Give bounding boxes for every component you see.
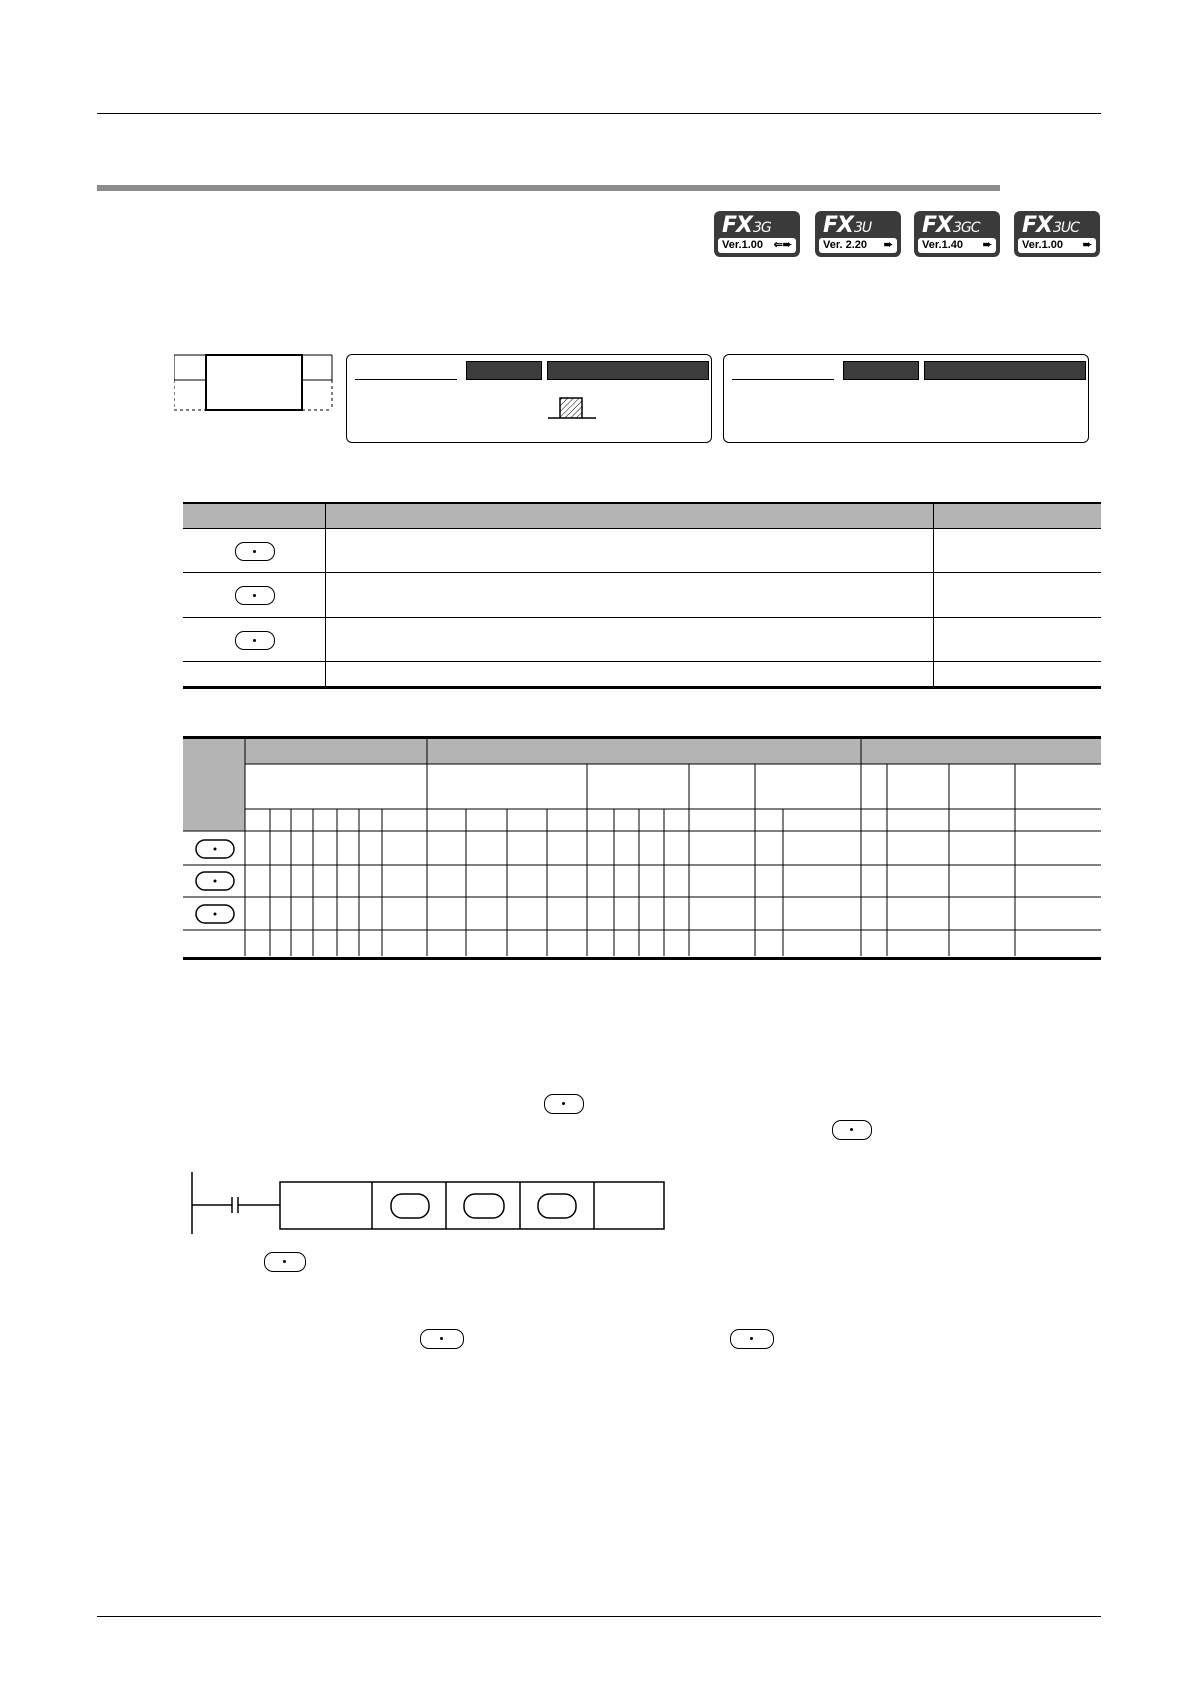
badge-model: 3UC <box>1053 220 1079 236</box>
table-cell <box>183 662 326 687</box>
ladder-diagram <box>188 1172 668 1236</box>
operand-oval-icon <box>730 1329 774 1349</box>
device-table <box>183 739 1101 959</box>
arrow-right-icon: ➨ <box>1082 239 1092 251</box>
fx3g-badge <box>714 211 800 257</box>
fx3uc-badge <box>1014 211 1100 257</box>
operand-oval-icon <box>420 1329 464 1349</box>
badge-model: 3G <box>753 220 771 236</box>
badge-version: Ver.1.00 <box>722 239 763 251</box>
table-cell <box>934 573 1102 618</box>
arrow-right-icon: ⇐➨ <box>773 239 792 251</box>
table-row <box>183 573 1101 618</box>
badge-model: 3GC <box>953 220 980 236</box>
badge-model: 3U <box>854 220 872 236</box>
execution-panel-32bit <box>723 354 1089 443</box>
pulse-execution-icon <box>547 396 597 422</box>
table-row <box>183 618 1101 662</box>
table-cell <box>326 529 934 573</box>
badge-series: FX <box>1022 213 1052 238</box>
table-header-cell <box>326 504 934 529</box>
badge-series: FX <box>823 213 853 238</box>
panel-label-line <box>355 379 457 380</box>
table-cell <box>934 662 1102 687</box>
table-header-row <box>183 504 1101 529</box>
badge-series: FX <box>922 213 952 238</box>
table-row <box>183 662 1101 687</box>
execution-panel-16bit <box>346 354 712 443</box>
operand-oval-icon <box>235 542 275 561</box>
table-row <box>183 529 1101 573</box>
table-header-cell <box>183 504 326 529</box>
table-cell <box>934 529 1102 573</box>
table-cell <box>326 662 934 687</box>
footer-rule <box>97 1616 1101 1617</box>
badge-version: Ver. 2.20 <box>823 239 868 251</box>
panel-header-cell <box>547 361 709 380</box>
panel-header-cell <box>924 361 1086 380</box>
badge-version: Ver.1.00 <box>1022 239 1063 251</box>
operand-oval-icon <box>235 586 275 605</box>
table-cell <box>934 618 1102 662</box>
operand-oval-icon <box>235 631 275 650</box>
table-cell <box>326 573 934 618</box>
operand-oval-icon <box>832 1120 872 1140</box>
badge-version: Ver.1.40 <box>922 239 963 251</box>
device-table-bottom-rule <box>183 957 1101 960</box>
instruction-symbol <box>174 354 334 414</box>
arrow-right-icon: ➨ <box>982 239 992 251</box>
operand-table-bottom-rule <box>183 687 1101 689</box>
table-cell <box>183 573 326 618</box>
operand-oval-icon <box>264 1252 306 1272</box>
panel-label-line <box>732 379 834 380</box>
table-cell <box>326 618 934 662</box>
panel-header-cell <box>843 361 919 380</box>
table-cell <box>183 618 326 662</box>
table-header-cell <box>934 504 1102 529</box>
arrow-right-icon: ➨ <box>883 239 893 251</box>
operand-table <box>183 504 1101 687</box>
table-cell <box>183 529 326 573</box>
badge-series: FX <box>722 213 752 238</box>
operand-oval-icon <box>544 1094 584 1114</box>
section-title-bar <box>97 185 1000 191</box>
panel-header-cell <box>466 361 542 380</box>
fx3gc-badge <box>914 211 1000 257</box>
fx3u-badge <box>815 211 901 257</box>
header-rule <box>97 113 1101 114</box>
